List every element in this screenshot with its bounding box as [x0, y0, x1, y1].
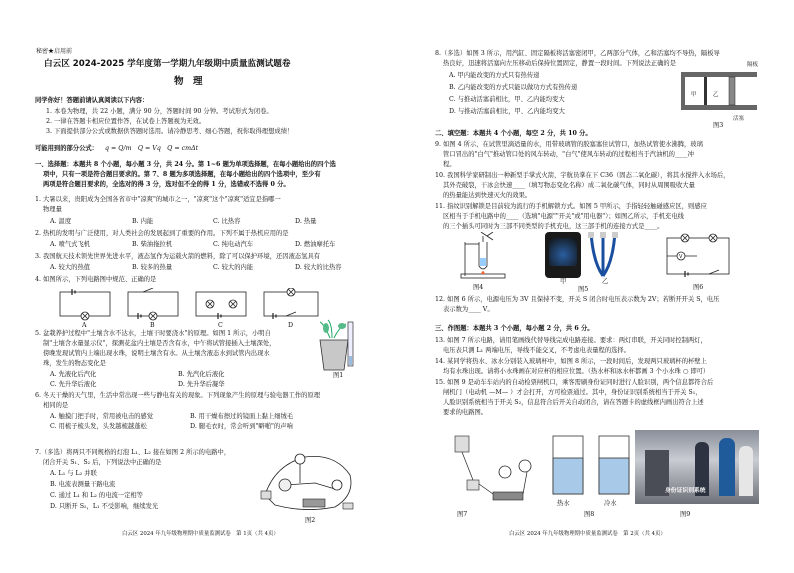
figure-9-label: 图9: [680, 511, 691, 518]
q3-option-b: B. 较多的热量: [132, 264, 173, 271]
figure-8-cups: [549, 432, 633, 500]
figure-3-label: 图3: [713, 122, 724, 129]
question-2: 2. 热机的发明与广泛使用，对人类社会的发展起到了重要的作用。下列不属于热机应用的是: [35, 230, 289, 237]
question-9: 程。: [443, 161, 456, 168]
q2-option-b: B. 柴油拖拉机: [132, 241, 173, 248]
question-1: 物理量: [43, 206, 62, 213]
question-11: 11. 指纹识别解锁是目前较为流行的手机解锁方式。如图 5 甲所示，手指轻轻触碰感应区，则感应: [435, 203, 707, 210]
svg-text:V: V: [679, 254, 683, 260]
q5-option-b: B. 先汽化后液化: [178, 371, 225, 378]
q1-option-d: D. 热量: [295, 218, 317, 225]
question-14: 均有水珠出现。请将小水珠画在对应杯的相应位置。（热水杯和冰水杯都画 3 个小水珠 ○ 即可）: [443, 368, 710, 375]
question-10: 10. 我国科学家研制出一种新型手掌式火箭，宇航员掌在下 C36（固态二氧化碳），将其水搅拌入水场后，: [435, 172, 730, 179]
question-11: 的三个插头可同时为三部不同类型的手机充电，这三部手机的连接方式是____。: [443, 223, 664, 230]
figure-4-flask-heating: [459, 232, 507, 280]
question-7: 7.（多选）将两只不同规格的灯泡 L₁、L₂ 接在如图 2 所示的电路中，: [35, 449, 231, 456]
question-5: 傍晚发现试管内上端出现水珠，说明土壤含有水。从土壤含液态水到试管内出现水: [43, 350, 270, 357]
subject-title: 物 理: [174, 76, 203, 87]
figure-6-circuit: [663, 232, 733, 278]
question-3: 3. 我国航天技术领先世界先进水平，液态氢作为运载火箭的燃料，除了可以保护环境，还因液态氢具有: [35, 253, 321, 260]
q2-option-c: C. 纯电动汽车: [213, 241, 254, 248]
secret-label: 秘密★启用前: [36, 48, 73, 55]
question-13: 电压表只测 L₁ 两端电压，导线不能交叉，不考虑电表量程的选择。: [443, 347, 631, 354]
q6-option-d: D. 腿毛衣时，常会听到"噼啪"的声响: [190, 423, 293, 430]
figure-1-label: 图1: [333, 372, 344, 379]
section-one-instructions: 一、选择题：本题共 8 个小题，每小题 3 分，共 24 分。第 1~6 题为单项选择题，在每小题给出的四个选: [35, 161, 336, 168]
question-15: 人脸识别系统相当于开关 S₂，信息符合后开关自动闭合，请在答题卡的虚线框内画出符合上述: [443, 399, 704, 406]
figure-7-circuit: [449, 432, 535, 506]
exam-title: 白云区 2024-2025 学年度第一学期九年级期中质量监测试题卷: [44, 59, 291, 69]
q4-label-d: D: [288, 322, 294, 329]
q1-option-a: A. 温度: [50, 218, 72, 225]
question-8: 热良好，迅速将活塞向左压移动后保持位置固定，静置一段时间。下列说法正确的是: [443, 60, 676, 67]
q7-option-d: D. 只断开 S₂，L₁ 不受影响，继续发光: [50, 503, 159, 510]
question-5: 制"土壤含水量显示仪"，探测花盆内土壤是否含有水，中午将试管接插入土壤深处，: [43, 340, 276, 347]
question-10: 的热量能达到快速灭火的效果。: [443, 192, 532, 199]
q5-option-c: C. 先升华后液化: [50, 381, 97, 388]
figure-9-station-gate-photo: [635, 430, 759, 504]
figure-5-charging-cable: [587, 232, 621, 278]
notice-line: 1. 本卷为物理，共 22 小题，满分 90 分，答题时间 90 分钟。考试形式为闭卷。: [46, 108, 273, 115]
section-one-instructions: 项中，只有一项是符合题目要求的。第 7、8 题为多项选择题，在每小题给出的四个选项中，至少有: [43, 171, 321, 178]
passenger: [739, 446, 753, 496]
figure-7-label: 图7: [457, 511, 468, 518]
q6-option-c: C. 用梳子梳头发，头发越梳越蓬松: [50, 423, 147, 430]
formula-text: q = Q/m Q = Vq Q = cmΔt: [105, 145, 199, 152]
question-6: 相同的是: [43, 402, 69, 409]
figure-4-label: 图4: [473, 284, 484, 291]
question-11: 区相当于手机电路中的____（选填"电源""开关"或"用电器"）；如图乙所示，手机充电线: [443, 213, 684, 220]
phone-screen: [549, 238, 577, 266]
question-12: 表示数为____ V。: [443, 306, 494, 313]
formula-label: 可能用到的部分公式：: [35, 145, 98, 152]
question-5: 珠，发生的物态变化是: [43, 360, 106, 367]
question-9: 管口冒出的"白气"推动管口处的风车转动，"白气"使风车转动的过程相当于汽油机的____冲: [443, 151, 694, 158]
q7-option-b: B. 电流表测量干路电流: [50, 481, 116, 488]
q3-option-a: A. 较大的热值: [50, 264, 91, 271]
q4-label-a: A: [82, 322, 87, 329]
section-two-heading: 二、填空题：本题共 4 个小题，每空 2 分，共 10 分。: [435, 130, 592, 137]
question-4: 4. 如图所示，下列电路图中规范、正确的是: [35, 276, 157, 283]
question-9: 9. 如图 4 所示，在试管里滴适量的水，用带玻璃管的胶塞塞住试管口，加热试管使水沸腾，玻璃: [435, 141, 703, 148]
page-two: [397, 0, 794, 573]
figure-6-label: 图6: [693, 284, 704, 291]
hot-water-label: 热水: [557, 500, 570, 507]
question-5: 5. 盆栽养护过程中"土壤含水不达水，土壤干时要浇水"的原理。如图 1 所示，小明自: [35, 330, 271, 337]
figure-9-caption: 身份证识别系统: [665, 488, 706, 494]
section-three-heading: 三、作图题：本题共 3 个小题，每小题 2 分，共 6 分。: [435, 325, 594, 332]
q7-option-a: A. L₁ 与 L₂ 并联: [50, 470, 97, 477]
question-8: 8.（多选）如图 3 所示，用汽缸、固定隔板将活塞密闭甲，乙两部分气体，乙和活塞均不导热，隔板导: [435, 50, 720, 57]
notice-line: 3. 下面提供部分公式或数据供答题时选用。请冷静思考、细心答题，祝你取得理想成绩！: [46, 128, 294, 135]
page-one-footer: 白云区 2024 年九年级物理期中质量监测试卷 第 1页（共 4页）: [122, 531, 279, 537]
q8-option-d: D. 与推动活塞前相比，甲、乙内能均变大: [449, 108, 565, 115]
notice-line: 2. 一律在答题卡相应位置作答，在试卷上答题视为无效。: [46, 118, 206, 125]
question-13: 13. 如图 7 所示电路，请用笔画线代替导线完成电路连接。要求：两灯串联，开关同时控制两灯，: [435, 337, 707, 344]
question-14: 14. 某同学将热水、冰水分别装入玻璃杯中，如图 8 所示，一段时间后，发现两只玻璃杯的杯壁上: [435, 358, 707, 365]
question-7: 闭合开关 S₁、S₂ 后，下列说法中正确的是: [43, 459, 162, 466]
figure-8-label: 图8: [584, 511, 595, 518]
q7-option-c: C. 通过 L₁ 和 L₂ 的电流一定相等: [50, 492, 143, 499]
question-10: 其外壳破裂，干冰会快速____（填写物态变化名称）成二氧化碳气体，同时从周围吸收大量: [443, 182, 695, 189]
figure-5-label: 图5: [578, 286, 589, 293]
q1-option-c: C. 比热容: [213, 218, 241, 225]
q8-option-a: A. 甲内能改变的方式只有热传递: [449, 72, 540, 79]
q5-option-a: A. 先液化后汽化: [50, 371, 97, 378]
notice-heading: 同学你好！答题前请认真阅读以下内容：: [35, 97, 149, 104]
q1-option-b: B. 内能: [132, 218, 154, 225]
page-two-footer: 白云区 2024 年九年级物理期中质量监测试卷 第 2页（共 4页）: [509, 531, 666, 537]
fig3-gas-b-label: 乙: [713, 92, 719, 98]
figure-2-circuit: [255, 445, 360, 515]
figure-5-sub-b: 乙: [602, 278, 609, 285]
question-1: 1. 大暑以来，贵阳成为全国各省市中"凉爽"的城市之一，"凉爽"这个"凉爽"适宜是指哪一: [35, 196, 281, 203]
q4-circuit-diagrams: [58, 288, 328, 324]
q6-option-b: B. 用干燥布擦过的镜面上黏上细绒毛: [190, 413, 294, 420]
q3-option-d: D. 较大的比热容: [295, 264, 342, 271]
figure-5-sub-a: 甲: [560, 278, 567, 285]
question-15: 15. 如图 9 是动车车站内的自动检票闸机口，乘客需刷身份证同时进行人脸识别，两个信息都符合后: [435, 379, 714, 386]
fig3-piston-label: 活塞: [733, 116, 745, 122]
figure-5-phone-fingerprint: [545, 232, 581, 278]
figure-2-label: 图2: [305, 517, 316, 524]
q5-option-d: D. 先升华后凝华: [178, 381, 225, 388]
q6-option-a: A. 触摸门把手时，常用被电击的感觉: [50, 413, 154, 420]
question-15: 闸机门（电动机 —M— ）才会打开，方可检票通过。其中，身份证识别系统相当于开关 S₁，: [443, 389, 702, 396]
q8-option-c: C. 与推动活塞前相比，甲、乙内能均变大: [449, 96, 565, 103]
q4-label-b: B: [150, 322, 155, 329]
passenger: [719, 438, 735, 496]
question-12: 12. 如图 6 所示，电源电压为 3V 且保持不变，开关 S 闭合时电压表示数为 2V；若断开开关 S，电压: [435, 296, 720, 303]
q8-option-b: B. 乙内能改变的方式只能以做功方式有热传递: [449, 84, 578, 91]
question-6: 6. 冬天干燥的天气里，生活中常出现一些与静电有关的现象。下列现象产生的原理与验电器工作的原理: [35, 392, 321, 399]
cold-water-label: 冷水: [604, 500, 617, 507]
q2-option-d: D. 燃油摩托车: [295, 241, 336, 248]
question-15: 要求的电路图。: [443, 409, 488, 416]
section-one-instructions: 两项是符合题目要求的，全选对的得 3 分，选对但不全的得 1 分，选错或不选得 0 分。: [43, 181, 290, 188]
q3-option-c: C. 较大的内能: [213, 264, 254, 271]
figure-1-plant-pot: [318, 318, 360, 380]
q2-option-a: A. 喷气式飞机: [50, 241, 91, 248]
fig3-partition-label: 隔板: [747, 62, 759, 68]
fig3-gas-a-label: 甲: [691, 92, 697, 98]
q4-label-c: C: [218, 322, 223, 329]
